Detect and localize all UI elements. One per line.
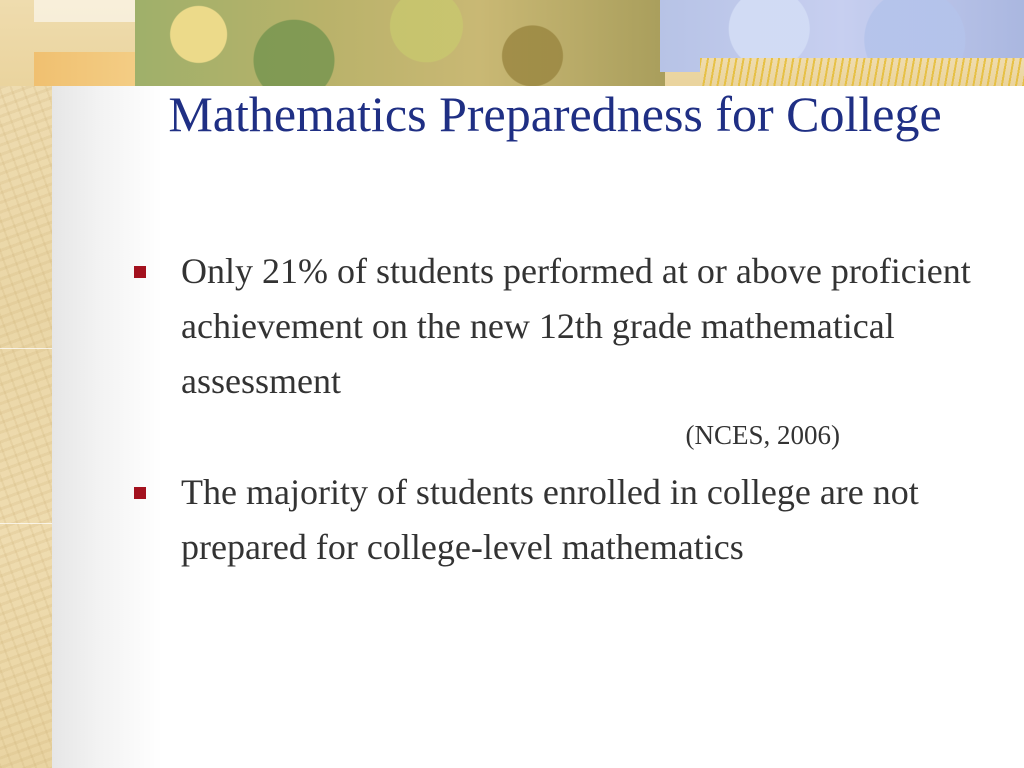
strip-seam [0,348,52,349]
bullet-text: The majority of students enrolled in college are not prepared for college-level mathematics [181,472,919,567]
square-bullet-icon [134,266,146,278]
banner-grass-image [700,58,1024,86]
bullet-text: Only 21% of students performed at or above proficient achievement on the new 12th grade mathematical assessment [181,251,971,401]
left-parchment-strip [0,0,52,768]
strip-seam [0,523,52,524]
banner-white-band [34,0,138,22]
citation: (NCES, 2006) [685,420,840,450]
slide-title: Mathematics Preparedness for College [168,86,942,142]
bullet-item [128,244,998,455]
banner-leaf-image [135,0,665,86]
bullet-item [128,465,998,575]
bullet-list [128,244,998,575]
square-bullet-icon [134,487,146,499]
decorative-top-banner [0,0,1024,86]
